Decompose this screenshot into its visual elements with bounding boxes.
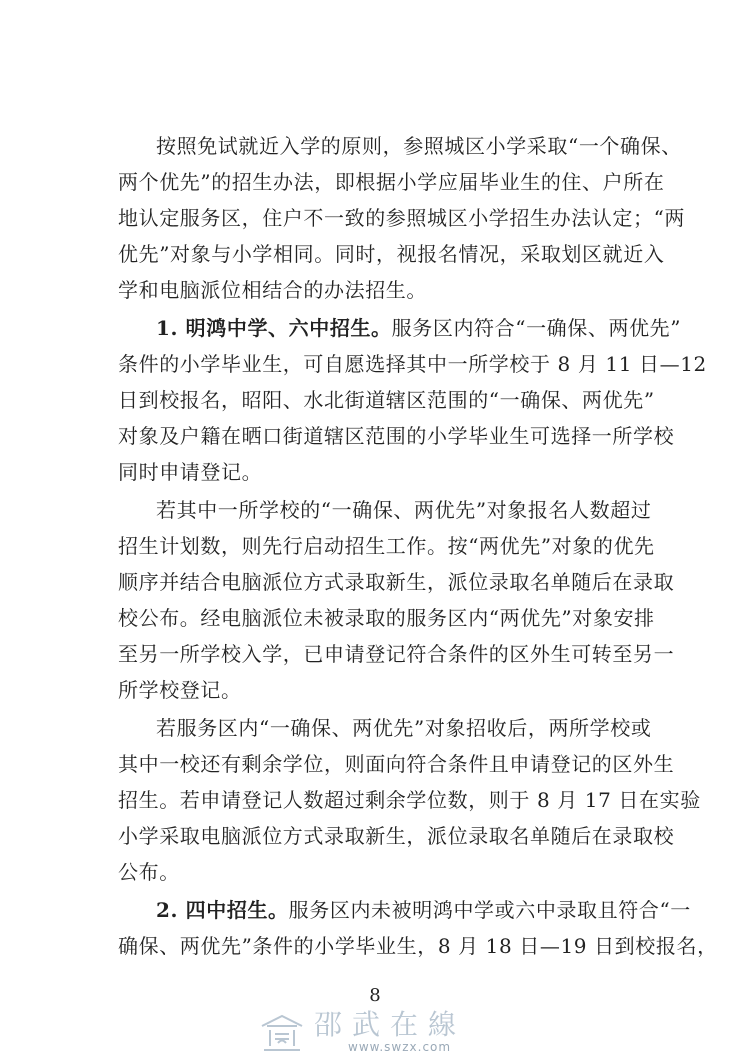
text-line: 小学采取电脑派位方式录取新生，派位录取名单随后在录取校 <box>118 824 675 848</box>
watermark-url: www.swzx.com <box>348 1040 452 1054</box>
body-text <box>118 128 718 964</box>
text-line: 校公布。经电脑派位未被录取的服务区内“两优先”对象安排 <box>118 606 655 630</box>
section-heading: 2. 四中招生。 <box>156 898 289 922</box>
text-line <box>118 892 691 928</box>
text-line: 至另一所学校入学，已申请登记符合条件的区外生可转至另一 <box>118 642 675 666</box>
text-line: 招生计划数，则先行启动招生工作。按“两优先”对象的优先 <box>118 534 655 558</box>
paragraph-1 <box>118 128 686 308</box>
text-line: 确保、两优先”条件的小学毕业生，8 月 18 日—19 日到校报名， <box>118 934 718 958</box>
text-line: 所学校登记。 <box>118 678 242 702</box>
text-line: 若其中一所学校的“一确保、两优先”对象报名人数超过 <box>156 498 652 522</box>
text-line: 公布。 <box>118 860 180 884</box>
text-line: 招生。若申请登记人数超过剩余学位数，则于 8 月 17 日在实验 <box>118 788 701 812</box>
text-line: 地认定服务区，住户不一致的参照城区小学招生办法认定；“两 <box>118 206 686 230</box>
site-watermark <box>258 1010 488 1056</box>
text-line: 日到校报名，昭阳、水北街道辖区范围的“一确保、两优先” <box>118 388 655 412</box>
watermark-name: 邵武在線 <box>314 1008 467 1041</box>
text-line: 两个优先”的招生办法，即根据小学应届毕业生的住、户所在 <box>118 170 665 194</box>
text-line-content: 服务区内未被明鸿中学或六中录取且符合“一 <box>288 898 691 922</box>
text-line <box>118 310 682 346</box>
text-line: 若服务区内“一确保、两优先”对象招收后，两所学校或 <box>156 716 652 740</box>
text-line: 学和电脑派位相结合的办法招生。 <box>118 278 427 302</box>
text-line: 其中一校还有剩余学位，则面向符合条件且申请登记的区外生 <box>118 752 675 776</box>
paragraph-2 <box>118 310 707 490</box>
page-number: 8 <box>369 985 381 1006</box>
text-line: 顺序并结合电脑派位方式录取新生，派位录取名单随后在录取 <box>118 570 675 594</box>
paragraph-4 <box>118 710 701 890</box>
text-line: 优先”对象与小学相同。同时，视报名情况，采取划区就近入 <box>118 242 665 266</box>
watermark-logo-icon <box>258 1012 306 1054</box>
text-line: 对象及户籍在晒口街道辖区范围的小学毕业生可选择一所学校 <box>118 424 675 448</box>
paragraph-5 <box>118 892 718 964</box>
paragraph-3 <box>118 492 678 708</box>
section-heading: 1. 明鸿中学、六中招生。 <box>156 316 392 340</box>
text-line: 条件的小学毕业生，可自愿选择其中一所学校于 8 月 11 日—12 <box>118 352 707 376</box>
text-line: 按照免试就近入学的原则，参照城区小学采取“一个确保、 <box>156 134 682 158</box>
text-line-content: 服务区内符合“一确保、两优先” <box>391 316 682 340</box>
text-line: 同时申请登记。 <box>118 460 263 484</box>
